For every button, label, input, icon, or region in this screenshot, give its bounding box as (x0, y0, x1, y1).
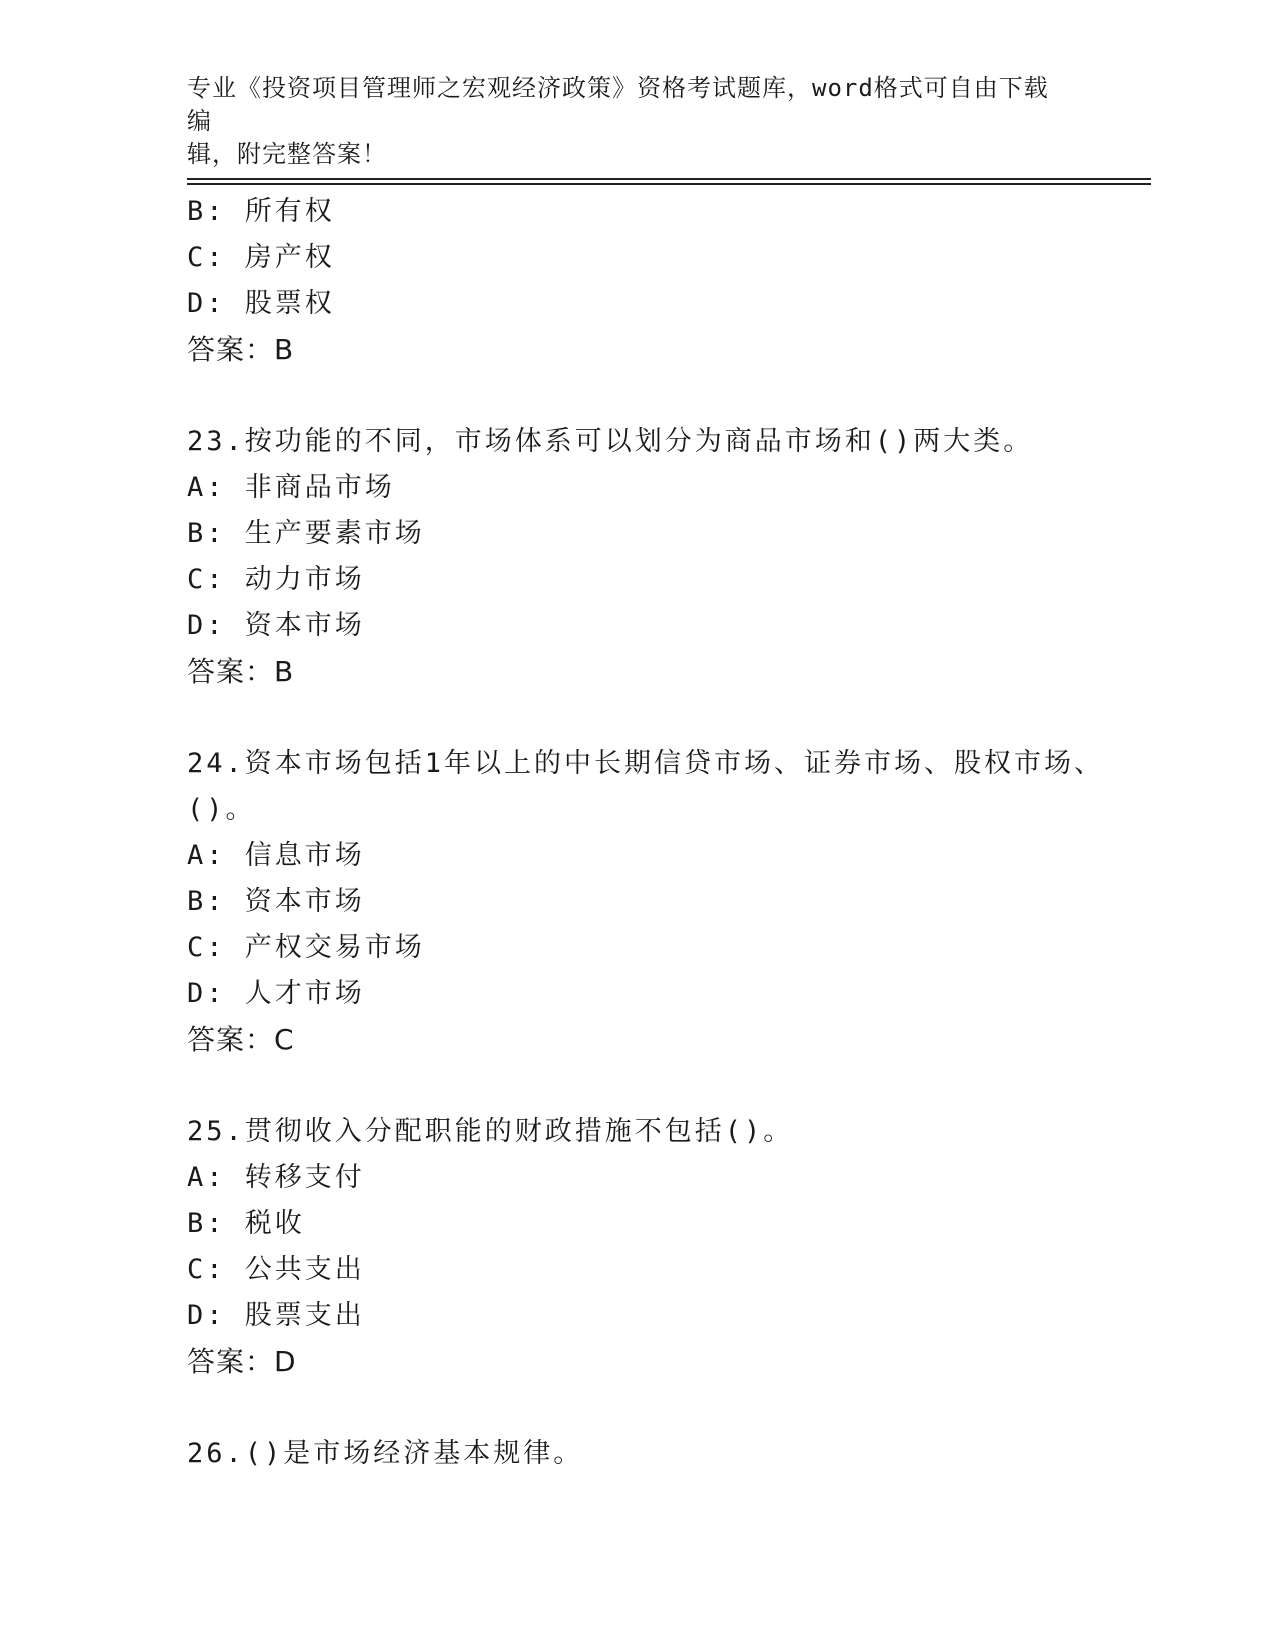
question-stem: 25.贯彻收入分配职能的财政措施不包括()。 (187, 1116, 794, 1147)
question-stem: 26.()是市场经济基本规律。 (187, 1438, 584, 1469)
option-c: C: 公共支出 (187, 1254, 365, 1285)
question-22-continued (187, 189, 1107, 373)
question-stem-line-2: ()。 (187, 794, 256, 825)
document-header (187, 72, 1067, 171)
option-b: B: 资本市场 (187, 886, 365, 917)
header-divider-bottom (187, 183, 1151, 185)
option-a: A: 转移支付 (187, 1162, 365, 1193)
option-d: D: 股票支出 (187, 1300, 365, 1331)
option-d: D: 人才市场 (187, 978, 365, 1009)
option-c: C: 产权交易市场 (187, 932, 425, 963)
header-title-line-1: 专业《投资项目管理师之宏观经济政策》资格考试题库，word格式可自由下载编 (187, 74, 1049, 135)
header-divider-top (187, 178, 1151, 180)
answer-line: 答案：D (187, 1345, 297, 1378)
header-title-line-2: 辑，附完整答案！ (187, 140, 387, 168)
answer-line: 答案：C (187, 1023, 295, 1056)
option-a: A: 信息市场 (187, 840, 365, 871)
question-spacer (187, 1063, 1107, 1109)
option-d: D: 股票权 (187, 288, 335, 319)
answer-line: 答案：B (187, 333, 295, 366)
question-stem: 23.按功能的不同，市场体系可以划分为商品市场和()两大类。 (187, 426, 1034, 457)
answer-line: 答案：B (187, 655, 295, 688)
question-spacer (187, 695, 1107, 741)
option-d: D: 资本市场 (187, 610, 365, 641)
question-stem-line-1: 24.资本市场包括1年以上的中长期信贷市场、证券市场、股权市场、 (187, 748, 1105, 779)
question-26 (187, 1431, 1107, 1477)
option-c: C: 房产权 (187, 242, 335, 273)
question-24 (187, 741, 1107, 1063)
option-b: B: 税收 (187, 1208, 305, 1239)
option-c: C: 动力市场 (187, 564, 365, 595)
question-list (187, 189, 1107, 1477)
question-spacer (187, 1385, 1107, 1431)
option-b: B: 生产要素市场 (187, 518, 425, 549)
question-spacer (187, 373, 1107, 419)
question-25 (187, 1109, 1107, 1385)
option-a: A: 非商品市场 (187, 472, 395, 503)
option-b: B: 所有权 (187, 196, 335, 227)
question-23 (187, 419, 1107, 695)
